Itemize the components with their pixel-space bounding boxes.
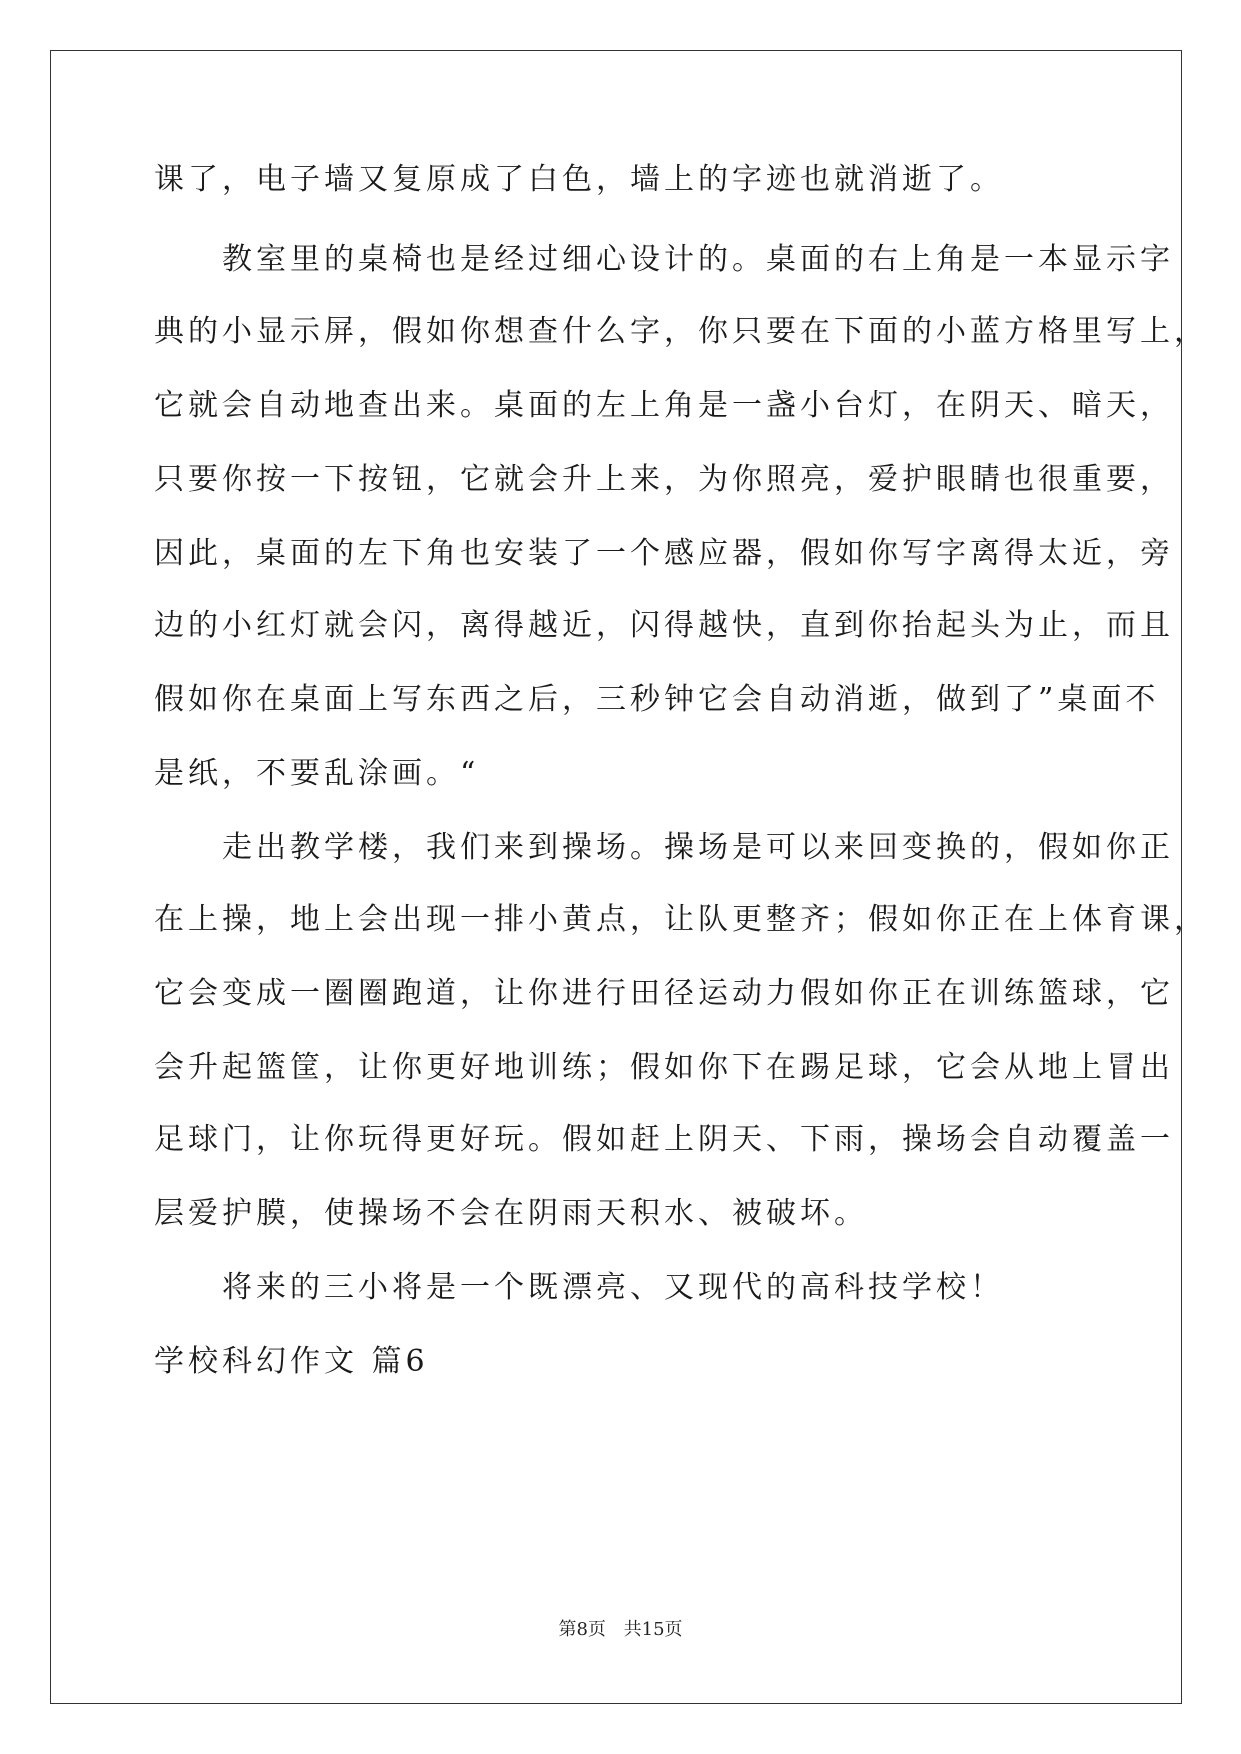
text-line: 走出教学楼，我们来到操场。操场是可以来回变换的，假如你正 xyxy=(154,830,1174,865)
text-line: 教室里的桌椅也是经过细心设计的。桌面的右上角是一本显示字 xyxy=(154,242,1174,277)
text-line: 假如你在桌面上写东西之后，三秒钟它会自动消逝，做到了”桌面不 xyxy=(154,682,1160,717)
page-total: 共15页 xyxy=(623,1619,683,1640)
text-line: 典的小显示屏，假如你想查什么字，你只要在下面的小蓝方格里写上， xyxy=(154,314,1208,349)
text-line: 课了，电子墙又复原成了白色，墙上的字迹也就消逝了。 xyxy=(154,162,1004,197)
text-line: 是纸，不要乱涂画。“ xyxy=(154,756,480,791)
text-line: 因此，桌面的左下角也安装了一个感应器，假如你写字离得太近，旁 xyxy=(154,536,1174,571)
page-current: 第8页 xyxy=(558,1619,606,1640)
text-line: 将来的三小将是一个既漂亮、又现代的高科技学校！ xyxy=(154,1270,1004,1305)
text-line: 它会变成一圈圈跑道，让你进行田径运动力假如你正在训练篮球，它 xyxy=(154,976,1174,1011)
text-line: 会升起篮筐，让你更好地训练；假如你下在踢足球，它会从地上冒出 xyxy=(154,1050,1174,1085)
section-heading: 学校科幻作文 篇6 xyxy=(154,1344,429,1379)
text-line: 边的小红灯就会闪，离得越近，闪得越快，直到你抬起头为止，而且 xyxy=(154,608,1174,643)
text-line: 只要你按一下按钮，它就会升上来，为你照亮，爱护眼睛也很重要， xyxy=(154,462,1174,497)
text-line: 它就会自动地查出来。桌面的左上角是一盏小台灯，在阴天、暗天， xyxy=(154,388,1174,423)
text-line: 层爱护膜，使操场不会在阴雨天积水、被破坏。 xyxy=(154,1196,868,1231)
text-line: 足球门，让你玩得更好玩。假如赶上阴天、下雨，操场会自动覆盖一 xyxy=(154,1122,1174,1157)
page-footer xyxy=(0,1618,1241,1642)
page-border xyxy=(50,50,1182,1704)
text-line: 在上操，地上会出现一排小黄点，让队更整齐；假如你正在上体育课， xyxy=(154,902,1208,937)
